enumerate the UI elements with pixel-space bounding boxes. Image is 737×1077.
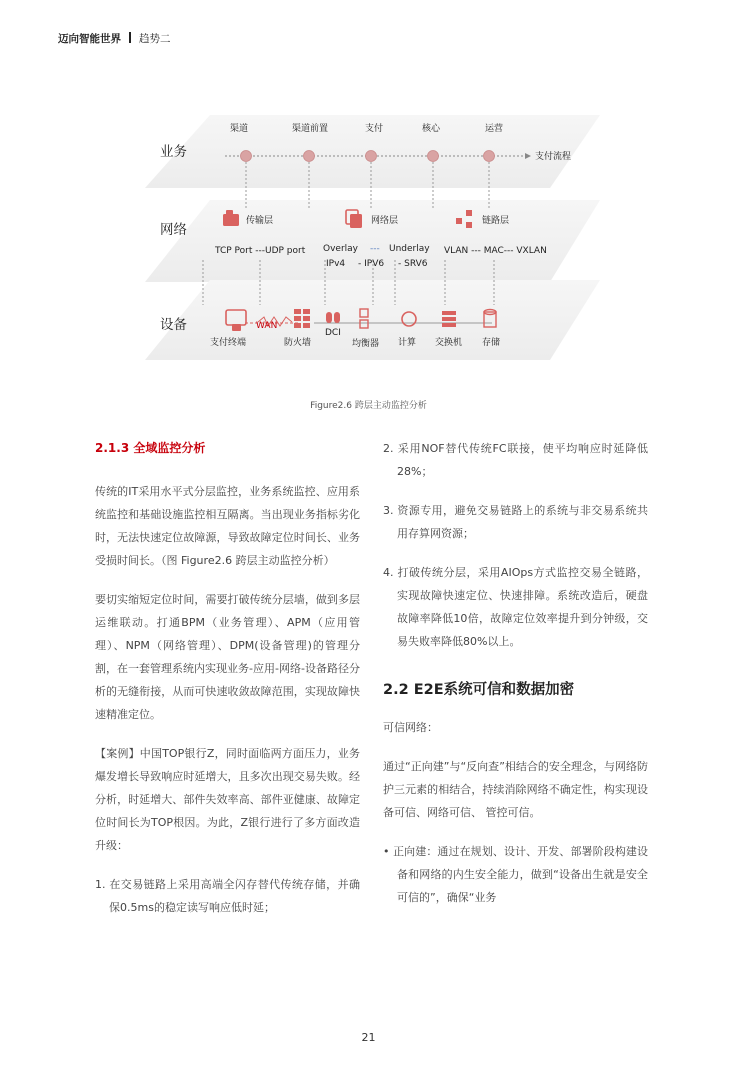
- protocol-srv6: - SRV6: [398, 259, 428, 269]
- page-number: 21: [361, 1031, 376, 1044]
- device-label: 防火墙: [284, 338, 312, 348]
- figure-caption: Figure2.6 跨层主动监控分析: [310, 401, 427, 411]
- network-layer-label: 传输层: [246, 216, 274, 226]
- layer-diagram: [140, 110, 600, 370]
- subheading: 可信网络：: [383, 721, 438, 734]
- bullet-item: • 正向建：通过在规划、设计、开发、部署阶段构建设备和网络的内生安全能力，做到“设备出生就是安全可信的”，确保“业务: [383, 845, 648, 904]
- right-column: [383, 437, 648, 925]
- list-item: 1. 在交易链路上采用高端全闪存替代传统存储，并确保0.5ms的稳定读写响应低时延；: [95, 878, 360, 914]
- device-label: 均衡器: [352, 339, 380, 349]
- left-column: [95, 437, 360, 935]
- wan-label: WAN: [256, 321, 278, 331]
- paragraph: 【案例】中国TOP银行Z，同时面临两方面压力，业务爆发增长导致响应时延增大，且多次出现交易失败。经分析，时延增大、部件失效率高、部件亚健康、故障定位时间长为TOP根因。为此，Z银行进行了多方面改造升级：: [95, 747, 360, 852]
- business-item: 支付: [365, 124, 384, 134]
- header-section: 趋势二: [139, 33, 171, 45]
- device-label: 计算: [398, 338, 417, 348]
- layer-label-business: 业务: [160, 144, 187, 160]
- protocol-dash: ---: [370, 244, 380, 254]
- header-divider: [129, 32, 131, 43]
- paragraph: 要切实缩短定位时间，需要打破传统分层墙，做到多层运维联动。打通BPM（业务管理）、APM（应用管理）、NPM（网络管理）、DPM(设备管理)的管理分割，在一套管理系统内实现业务-应用-网络-设备路径分析的无缝衔接，从而可快速收敛故障范围，实现故障快速精准定位。: [95, 593, 360, 721]
- device-label: DCI: [325, 328, 341, 338]
- business-item: 运营: [485, 124, 504, 134]
- protocol-overlay: Overlay: [323, 244, 358, 254]
- device-label: 存储: [482, 338, 501, 348]
- paragraph: 传统的IT采用水平式分层监控，业务系统监控、应用系统监控和基础设施监控相互隔离。当出现业务指标劣化时，无法快速定位故障源，导致故障定位时间长、业务受损时间长。（图 Figure2.6 跨层主动监控分析）: [95, 485, 360, 567]
- business-item: 渠道前置: [292, 124, 329, 134]
- running-header: [58, 31, 171, 46]
- network-layer-label: 网络层: [371, 216, 399, 226]
- business-flow-label: 支付流程: [535, 152, 572, 162]
- header-title: 迈向智能世界: [58, 33, 121, 45]
- list-item: 4. 打破传统分层，采用AIOps方式监控交易全链路，实现故障快速定位、快速排障。系统改造后，硬盘故障率降低10倍，故障定位效率提升到分钟级，交易失败率降低80%以上。: [383, 566, 648, 648]
- business-item: 核心: [422, 124, 441, 134]
- paragraph: 通过“正向建”与“反向查”相结合的安全理念，与网络防护三元素的相结合，持续消除网络不确定性，构实现设备可信、网络可信、 管控可信。: [383, 760, 648, 819]
- network-layer-label: 链路层: [482, 216, 510, 226]
- protocol-vlan-mac-vxlan: VLAN --- MAC--- VXLAN: [444, 246, 547, 256]
- device-label: 支付终端: [210, 338, 247, 348]
- layer-label-network: 网络: [160, 222, 187, 238]
- layer-label-device: 设备: [160, 317, 187, 333]
- section-heading: 2.1.3 全域监控分析: [95, 441, 206, 455]
- device-label: 交换机: [435, 338, 463, 348]
- diagram-graphics: [140, 110, 600, 370]
- list-item: 2. 采用NOF替代传统FC联接，使平均响应时延降低28%；: [383, 442, 648, 478]
- list-item: 3. 资源专用，避免交易链路上的系统与非交易系统共用存算网资源；: [383, 504, 648, 540]
- section-heading: 2.2 E2E系统可信和数据加密: [383, 682, 575, 698]
- protocol-ipv4: IPv4: [326, 259, 346, 269]
- protocol-ipv6: - IPV6: [358, 259, 385, 269]
- protocol-underlay: Underlay: [389, 244, 430, 254]
- protocol-tcp-udp: TCP Port ---UDP port: [215, 246, 306, 256]
- business-item: 渠道: [230, 124, 249, 134]
